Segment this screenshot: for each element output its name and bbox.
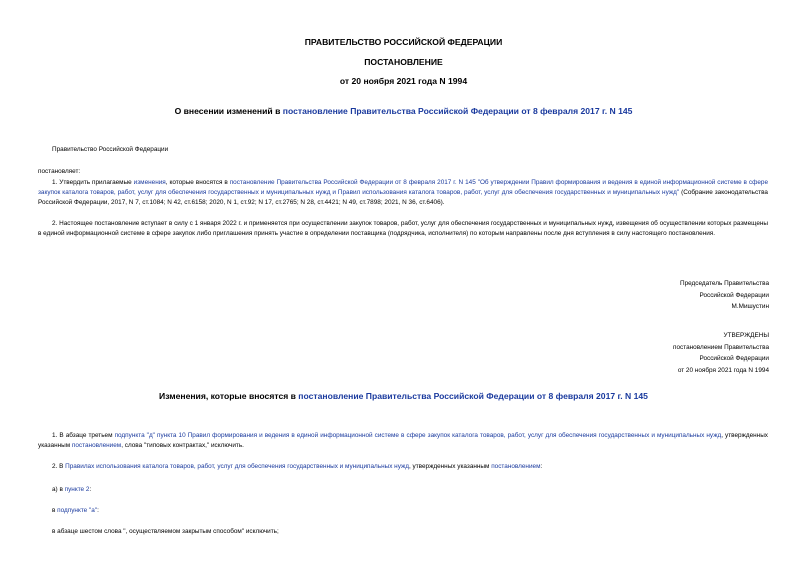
- document-title: [0, 106, 807, 116]
- link-subpoint-d[interactable]: подпункта "д" пункта 10: [114, 432, 186, 439]
- c2-text-c: , утвержденных указанным: [408, 463, 492, 470]
- item-a-text: а) в: [52, 486, 65, 493]
- paragraph-1: [38, 178, 768, 208]
- change-1: [38, 431, 768, 451]
- changes-title: [0, 391, 807, 401]
- link-rules[interactable]: Правилах: [65, 463, 95, 470]
- c1-text-c: , утвержденных указанным: [38, 432, 768, 449]
- government-name: ПРАВИТЕЛЬСТВО РОССИЙСКОЙ ФЕДЕРАЦИИ: [304, 37, 503, 47]
- p1-text-a: 1. Утвердить прилагаемые: [52, 179, 134, 186]
- link-changes[interactable]: изменения: [133, 179, 166, 186]
- changes-title-link[interactable]: постановление Правительства Российской Федерации от 8 февраля 2017 г. N 145: [298, 391, 648, 401]
- c1-text-a: 1. В абзаце третьем: [52, 432, 115, 439]
- link-decree-2[interactable]: постановлением: [491, 463, 541, 470]
- signature-name: М.Мишустин: [731, 303, 769, 310]
- title-link[interactable]: постановление Правительства Российской Федерации от 8 февраля 2017 г. N 145: [282, 106, 633, 116]
- link-rules-usage[interactable]: использования каталога товаров, работ, услуг для обеспечения государственных и муниципальных нужд: [96, 463, 409, 470]
- link-point-2[interactable]: пункте 2: [64, 486, 90, 493]
- resolves-text: постановляет:: [38, 168, 81, 175]
- link-rules-formation[interactable]: Правил формирования и ведения в единой информационной системе в сфере закупок каталога товаров, работ, услуг для обеспечения государственных и муниципальных нужд: [187, 432, 722, 439]
- subpoint-colon: :: [97, 507, 99, 514]
- item-a-colon: :: [89, 486, 92, 493]
- document-type: ПОСТАНОВЛЕНИЕ: [364, 57, 443, 67]
- subpoint-text: в: [52, 507, 58, 514]
- approved-block: [509, 330, 769, 376]
- approved-line-2: постановлением Правительства: [673, 343, 769, 351]
- approved-date: от 20 ноября 2021 года N 1994: [677, 366, 769, 374]
- signature-position: Председатель Правительства: [680, 280, 769, 287]
- signature-block: [509, 278, 769, 313]
- document-date: от 20 ноября 2021 года N 1994: [339, 76, 468, 86]
- item-last: в абзаце шестом слова ", осуществляемом закрытым способом" исключить;: [52, 528, 279, 535]
- p1-text-c: (Собрание законодательства Российской Федерации, 2017, N 7, ст.1084; N 42, ст.6158; 2020, N 1, ст.92; N 17, ст.2765; N 28, ст.4421; N 49, ст.7898; 2021, N 36, ст.6406).: [38, 189, 768, 206]
- change-2: [52, 462, 768, 472]
- link-subpoint-a[interactable]: подпункте "а": [57, 507, 98, 514]
- link-decree-145[interactable]: постановление Правительства Российской Федерации от 8 февраля 2017 г. N 145 "Об утверждении Правил формирования и ведения в единой информационной системе в сфере закупок каталога товаров, работ, услуг для обеспечения государственных и муниципальных нужд и Правил использования каталога товаров, работ, услуг для обеспечения государственных и муниципальных нужд": [38, 179, 769, 196]
- c2-text-d: :: [540, 463, 543, 470]
- signature-country: Российской Федерации: [699, 291, 769, 299]
- paragraph-2: 2. Настоящее постановление вступает в силу с 1 января 2022 г. и применяется при осуществлении закупок товаров, работ, услуг для обеспечения государственных и муниципальных нужд, извещения об осуществлении которых размещены в единой информационной системе в сфере закупок либо приглашения принять участие в определении поставщика (подрядчика, исполнителя) по которым направлены после дня вступления в силу настоящего постановления.: [38, 220, 768, 237]
- approved-line-3: Российской Федерации: [699, 355, 769, 362]
- p1-text-b: , которые вносятся в: [165, 179, 230, 186]
- approved-title: УТВЕРЖДЕНЫ: [723, 332, 769, 339]
- intro-text: Правительство Российской Федерации: [52, 146, 169, 153]
- item-subpoint: [52, 506, 99, 516]
- changes-title-text: Изменения, которые вносятся в: [159, 391, 299, 401]
- c1-text-d: , слова "типовых контрактах," исключить.: [121, 442, 244, 449]
- link-decree[interactable]: постановлением: [71, 442, 122, 449]
- document-title-text: О внесении изменений в: [174, 106, 283, 116]
- item-a: [52, 485, 91, 495]
- c2-text-a: 2. В: [52, 463, 66, 470]
